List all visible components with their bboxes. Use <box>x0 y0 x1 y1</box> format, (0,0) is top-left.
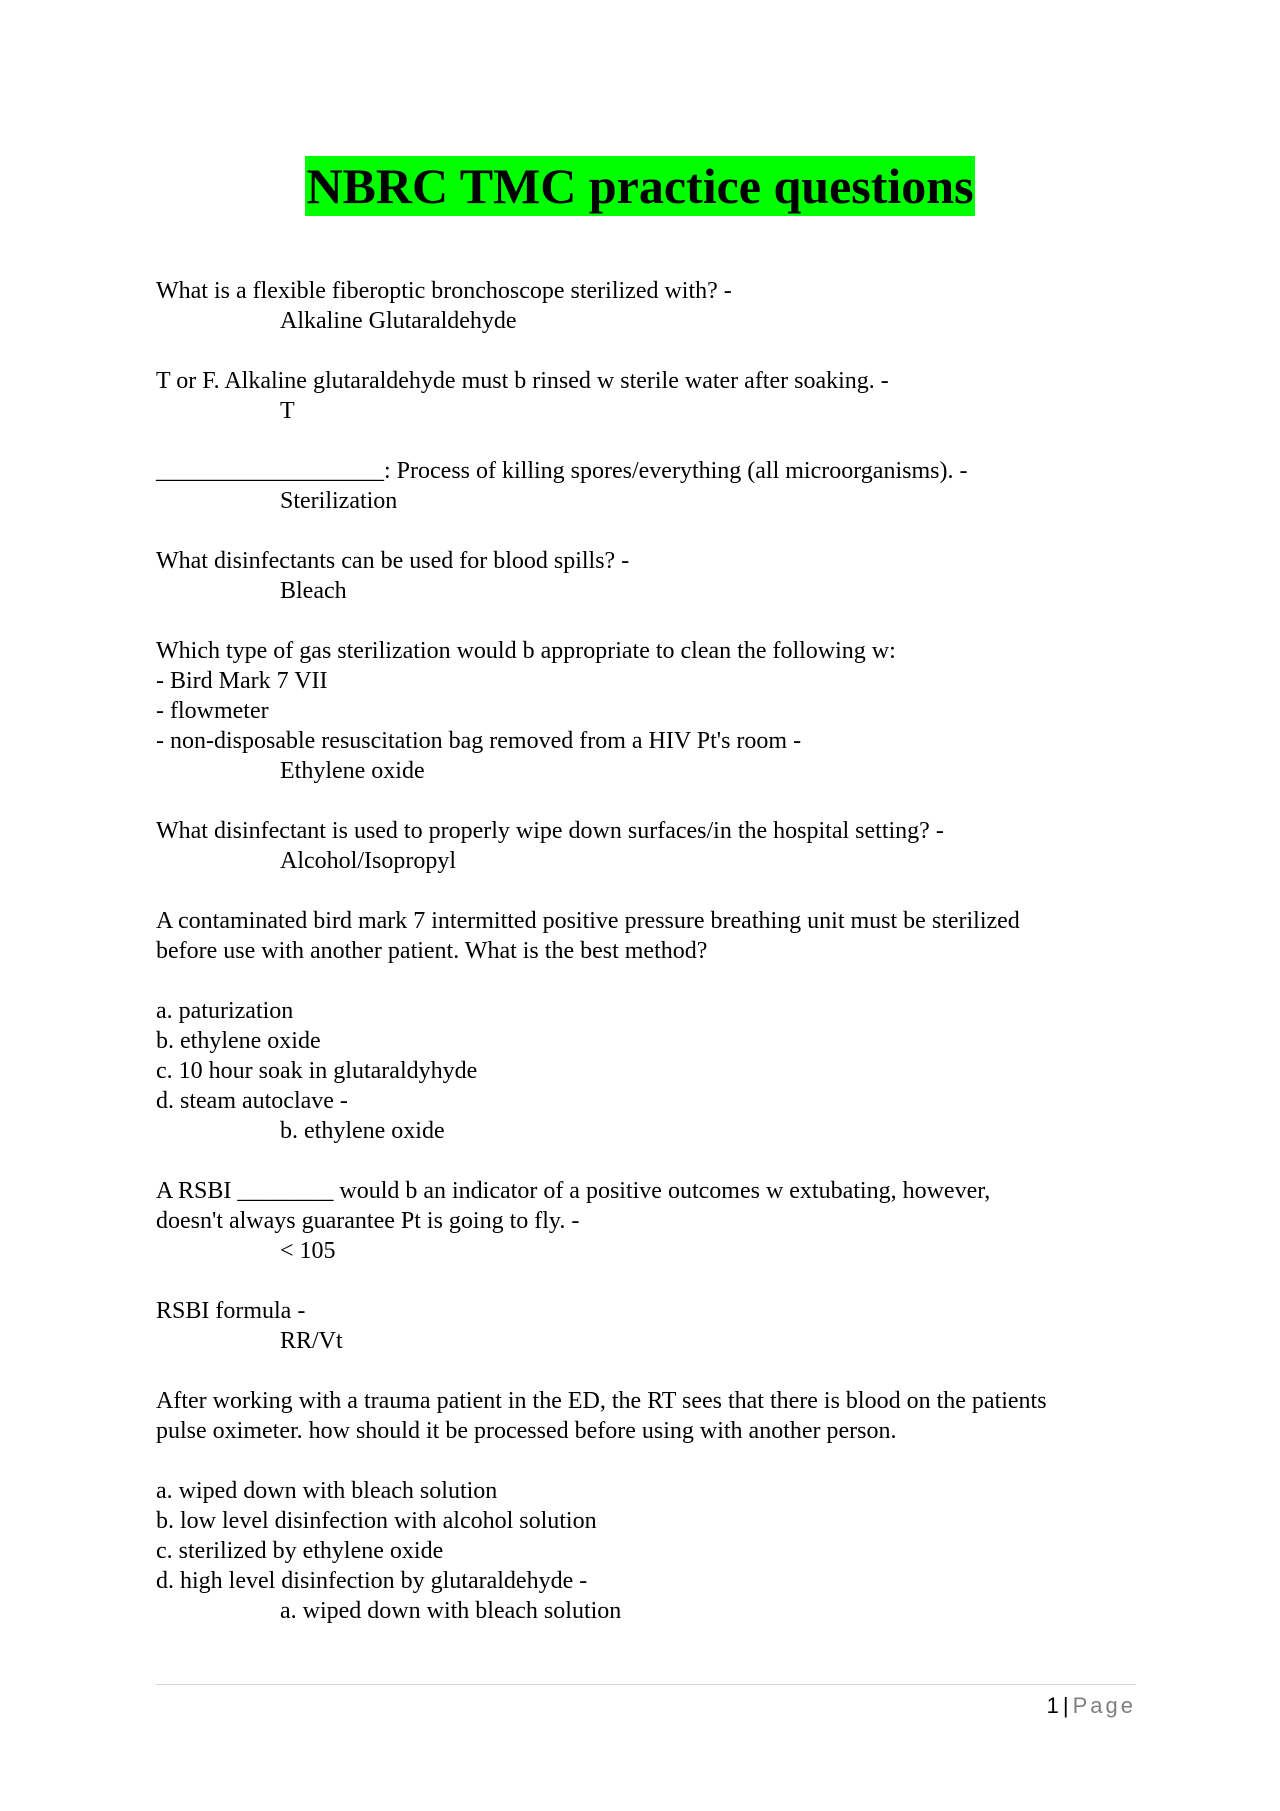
qa-item <box>156 636 1136 786</box>
answer-text: a. wiped down with bleach solution <box>280 1598 622 1624</box>
question-line: d. steam autoclave - <box>156 1088 348 1114</box>
question-line <box>156 966 1136 996</box>
question-line: - flowmeter <box>156 698 269 724</box>
qa-item <box>156 816 1136 876</box>
question-line <box>156 1446 1136 1476</box>
answer-text: T <box>280 398 295 424</box>
footer-separator: | <box>1062 1693 1069 1718</box>
question-line: before use with another patient. What is the best method? <box>156 938 708 964</box>
question-list <box>156 276 1136 1656</box>
answer-text: Sterilization <box>280 488 398 514</box>
question-line: ___________________: Process of killing spores/everything (all microorganisms). - <box>156 458 968 484</box>
title-block <box>0 156 1280 216</box>
qa-item <box>156 276 1136 336</box>
question-line: c. 10 hour soak in glutaraldyhyde <box>156 1058 478 1084</box>
qa-item <box>156 366 1136 426</box>
question-line: - Bird Mark 7 VII <box>156 668 328 694</box>
question-line: A RSBI ________ would b an indicator of a positive outcomes w extubating, however, <box>156 1178 991 1204</box>
qa-item <box>156 546 1136 606</box>
answer-text: Alkaline Glutaraldehyde <box>280 308 517 334</box>
question-line: RSBI formula - <box>156 1298 306 1324</box>
answer-text: Bleach <box>280 578 347 604</box>
question-line: b. ethylene oxide <box>156 1028 321 1054</box>
answer-text: < 105 <box>280 1238 336 1264</box>
question-line: c. sterilized by ethylene oxide <box>156 1538 444 1564</box>
question-line: doesn't always guarantee Pt is going to fly. - <box>156 1208 580 1234</box>
question-line: After working with a trauma patient in the ED, the RT sees that there is blood on the patients <box>156 1388 1047 1414</box>
answer-text: Ethylene oxide <box>280 758 425 784</box>
answer-text: Alcohol/Isopropyl <box>280 848 456 874</box>
qa-item <box>156 1386 1136 1626</box>
answer-text: b. ethylene oxide <box>280 1118 445 1144</box>
question-line: pulse oximeter. how should it be processed before using with another person. <box>156 1418 897 1444</box>
question-line: d. high level disinfection by glutaraldehyde - <box>156 1568 588 1594</box>
question-line: a. paturization <box>156 998 294 1024</box>
question-line: What is a flexible fiberoptic bronchoscope sterilized with? - <box>156 278 732 304</box>
qa-item <box>156 1176 1136 1266</box>
question-line: What disinfectants can be used for blood spills? - <box>156 548 630 574</box>
qa-item <box>156 1296 1136 1356</box>
qa-item <box>156 456 1136 516</box>
page-label: Page <box>1072 1693 1136 1718</box>
question-line: - non-disposable resuscitation bag removed from a HIV Pt's room - <box>156 728 802 754</box>
question-line: T or F. Alkaline glutaraldehyde must b rinsed w sterile water after soaking. - <box>156 368 889 394</box>
footer-divider <box>156 1684 1136 1685</box>
question-line: A contaminated bird mark 7 intermitted positive pressure breathing unit must be sterilized <box>156 908 1020 934</box>
question-line: a. wiped down with bleach solution <box>156 1478 498 1504</box>
question-line: Which type of gas sterilization would b appropriate to clean the following w: <box>156 638 896 664</box>
page-footer <box>1047 1692 1136 1720</box>
page-number: 1 <box>1046 1693 1059 1718</box>
question-line: b. low level disinfection with alcohol solution <box>156 1508 597 1534</box>
answer-text: RR/Vt <box>280 1328 343 1354</box>
qa-item <box>156 906 1136 1146</box>
question-line: What disinfectant is used to properly wipe down surfaces/in the hospital setting? - <box>156 818 944 844</box>
document-title: NBRC TMC practice questions <box>306 158 974 214</box>
